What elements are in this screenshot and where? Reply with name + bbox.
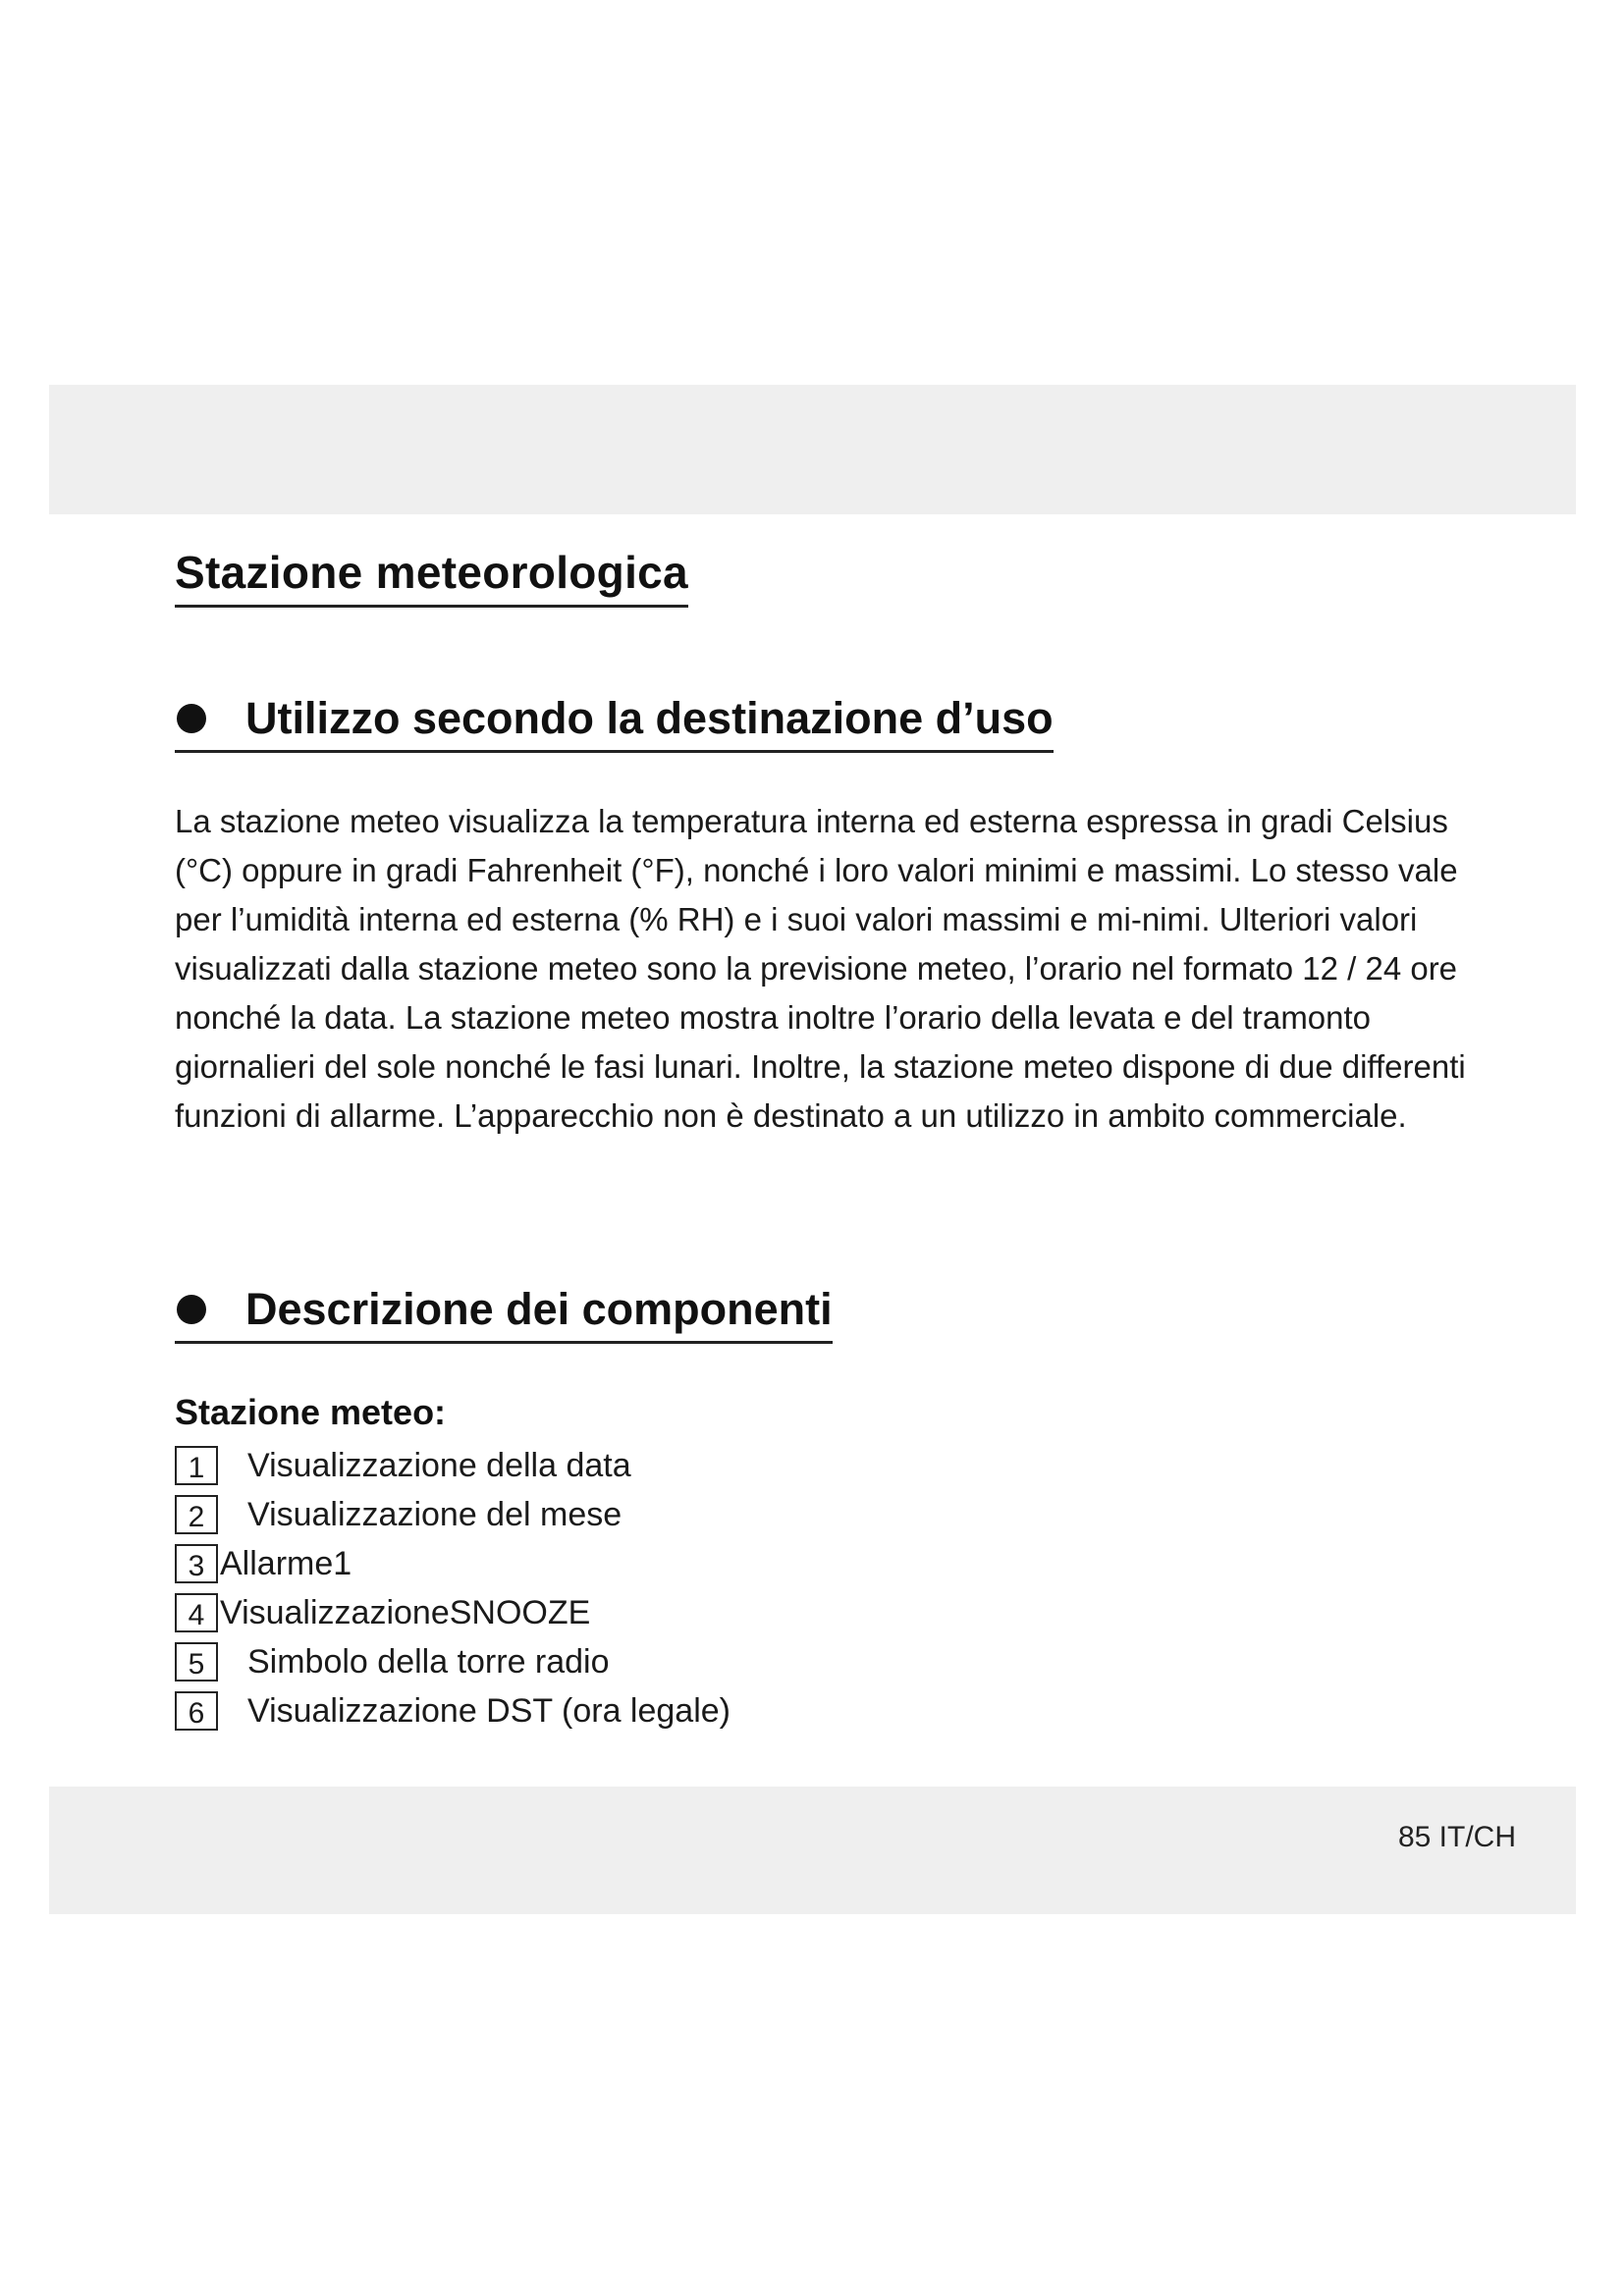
components-list [175,1441,731,1735]
header-band [49,385,1576,514]
item-label: Allarme1 [220,1544,352,1582]
list-item [175,1539,731,1588]
item-number-box: 3 [175,1544,218,1583]
bullet-icon [177,1295,206,1324]
item-number-box: 2 [175,1495,218,1534]
item-label: Visualizzazione DST (ora legale) [247,1691,731,1730]
section-heading-usage-text: Utilizzo secondo la destinazione d’uso [245,693,1054,743]
section-heading-components-text: Descrizione dei componenti [245,1284,833,1334]
sub-heading-weather-station: Stazione meteo: [175,1392,447,1432]
section-heading-components [175,1284,833,1344]
list-item [175,1441,731,1490]
list-item [175,1490,731,1539]
list-item [175,1686,731,1735]
item-label: Simbolo della torre radio [247,1642,610,1681]
page-number: 85 IT/CH [1397,1821,1516,1853]
item-label: Visualizzazione del mese [247,1495,623,1533]
item-label: VisualizzazioneSNOOZE [220,1593,591,1631]
usage-paragraph: La stazione meteo visualizza la temperatura interna ed esterna espressa in gradi Celsius (°C) oppure in gradi Fahrenheit (°F), nonché i loro valori minimi e massimi. Lo stesso vale per l’umidità interna ed esterna (% RH) e i suoi valori massimi e mi-nimi. Ulteriori valori visualizzati dalla stazione meteo sono la previsione meteo, l’orario nel formato 12 / 24 ore nonché la data. La stazione meteo mostra inoltre l’orario della levata e del tramonto giornalieri del sole nonché le fasi lunari. Inoltre, la stazione meteo dispone di due differenti funzioni di allarme. L’apparecchio non è destinato a un utilizzo in ambito commerciale. [175,803,1466,1134]
item-number-box: 6 [175,1691,218,1731]
item-number-box: 5 [175,1642,218,1682]
page-title: Stazione meteorologica [175,546,688,608]
item-number-box: 1 [175,1446,218,1485]
bullet-icon [177,704,206,733]
item-label: Visualizzazione della data [247,1446,631,1484]
list-item [175,1637,731,1686]
list-item [175,1588,731,1637]
footer-band [49,1787,1576,1914]
section-heading-usage [175,693,1054,753]
item-number-box: 4 [175,1593,218,1632]
